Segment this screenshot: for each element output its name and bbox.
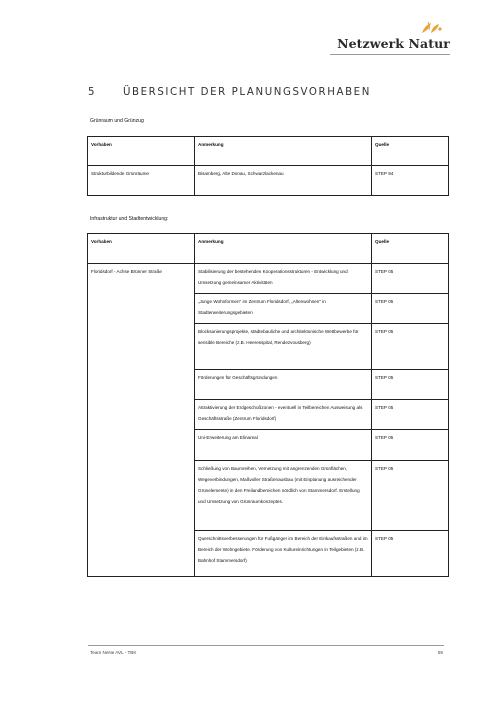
leaf-logo-icon (418, 21, 444, 35)
table-row (88, 166, 449, 196)
table-header-row (88, 137, 449, 166)
cell-quelle: STEP 05 (372, 264, 449, 294)
header-anmerkung: Anmerkung (195, 137, 372, 166)
cell-vorhaben: Floridsdorf - Achse Brünner Straße (88, 264, 195, 577)
cell-anmerkung: Attraktivierung der Erdgeschoßzonen - eventuell in Teilbereichen Ausweisung als Geschäftsstraße (Zentrum Floridsdorf) (195, 400, 372, 430)
cell-anmerkung: „Junge Wohnformen" im Zentrum Floridsdorf, „Altenwohnen" in Stadterweiterungsgebieten (195, 294, 372, 324)
cell-anmerkung: Querschnittsverbesserungen für Fußgänger im Bereich der Einkaufsstraßen und im Bereich der Wohngebiete. Förderung von Kultureinrichtungen in Teilgebieten (z.B. Bahnhof Stammersdorf) (195, 531, 372, 577)
logo-text: Netzwerk Natur (337, 36, 450, 51)
table-header-row (88, 234, 449, 264)
header-vorhaben: Vorhaben (88, 234, 195, 264)
header-vorhaben: Vorhaben (88, 137, 195, 166)
cell-quelle: STEP 05 (372, 430, 449, 461)
table-gruenraum (87, 136, 449, 196)
header-anmerkung: Anmerkung (195, 234, 372, 264)
cell-quelle: STEP 05 (372, 294, 449, 324)
header-quelle: Quelle (372, 234, 449, 264)
cell-anmerkung: Stabilisierung der bestehenden Kooperationsstrukturen - Entwicklung und Umsetzung gemeinsamer Aktivitäten (195, 264, 372, 294)
section-number: 5 (88, 87, 97, 98)
cell-anmerkung: Bisamberg, Alte Donau, Schwarzlackenau (195, 166, 372, 196)
page-title (88, 87, 371, 98)
cell-quelle: STEP 05 (372, 400, 449, 430)
cell-quelle: STEP 05 (372, 531, 449, 577)
section-label-gruenraum: Grünraum und Grünzug (90, 118, 144, 124)
cell-quelle: STEP 94 (372, 166, 449, 196)
cell-quelle: STEP 05 (372, 370, 449, 400)
cell-anmerkung: Förderungen für Geschäftsgründungen (195, 370, 372, 400)
cell-anmerkung: Blocksanierungsprojekte, städtebauliche und architektonische Wettbewerbe für sensible Bereiche (z.B. Heeresspital, Rendezvousberg) (195, 324, 372, 370)
table-infrastruktur (87, 233, 449, 577)
section-label-infrastruktur: Infrastruktur und Stadtentwicklung: (90, 216, 169, 222)
cell-vorhaben: Strukturbildende Grünräume (88, 166, 195, 196)
header-rule (330, 54, 450, 55)
footer-text: Team NeNe AVL - TBK (90, 650, 137, 655)
cell-anmerkung: Uni-Erweiterung am Elinareal (195, 430, 372, 461)
cell-quelle: STEP 05 (372, 324, 449, 370)
section-title: ÜBERSICHT DER PLANUNGSVORHABEN (123, 87, 371, 98)
page-number: 59 (437, 650, 443, 655)
netzwerk-natur-logo (330, 21, 450, 51)
header-quelle: Quelle (372, 137, 449, 166)
cell-quelle: STEP 05 (372, 461, 449, 531)
table-row (88, 264, 449, 294)
cell-anmerkung: Schließung von Baumreihen, Vernetzung mit angrenzenden Grünflächen, Wegeverbindungen, Maßvoller Straßenausbau (mit Einplanung ausreichender Grünelemente) in den Freilandbereichen nördlich von Stammersdorf. Erstellung und Umsetzung von Grünraumkonzeptes. (195, 461, 372, 531)
footer-rule (88, 645, 444, 646)
